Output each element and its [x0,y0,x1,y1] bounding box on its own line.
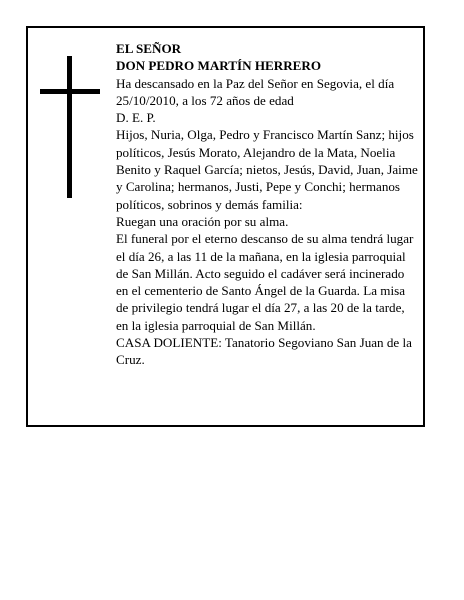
deceased-name: DON PEDRO MARTÍN HERRERO [116,58,322,74]
announcement: Ha descansado en la Paz del Señor en Segovia, el día 25/10/2010, a los 72 años de edad [116,75,395,108]
cross-icon [40,56,100,198]
prayer-request: Ruegan una oración por su alma. [116,213,289,229]
obituary-text [116,40,418,369]
funeral-details: El funeral por el eterno descanso de su alma tendrá lugar el día 26, a las 11 de la mañana, en la iglesia parroquial de San Millán. Acto seguido el cadáver será incinerado en el cementerio de Santo Ángel de la Guarda. La misa de privilegio tendrá lugar el día 27, a las 20 de la tarde, en la iglesia parroquial de San Millán. [116,231,414,333]
title-line-1: EL SEÑOR [116,41,182,56]
obituary-notice [26,26,425,427]
casa-doliente: CASA DOLIENTE: Tanatorio Segoviano San Juan de la Cruz. [116,335,412,368]
cross-vertical-bar [67,56,72,198]
family-list: Hijos, Nuria, Olga, Pedro y Francisco Martín Sanz; hijos políticos, Jesús Morato, Alejandro de la Mata, Noelia Benito y Raquel García; nietos, Jesús, David, Juan, Jaime y Carolina; hermanos, Justi, Pepe y Conchi; hermanos políticos, sobrinos y demás familia: [116,127,418,212]
cross-horizontal-bar [40,89,100,94]
dep-line: D. E. P. [116,110,156,126]
